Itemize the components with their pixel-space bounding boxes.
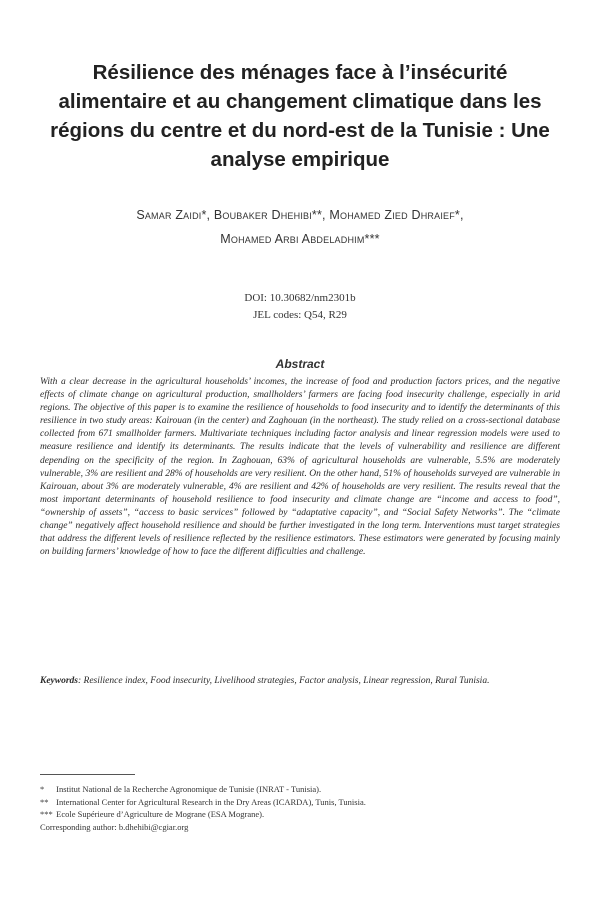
footnotes bbox=[40, 783, 560, 833]
keywords bbox=[40, 675, 560, 689]
footnote-divider bbox=[40, 774, 135, 775]
doi: DOI: 10.30682/nm2301b bbox=[244, 292, 356, 304]
author-list bbox=[40, 203, 560, 251]
keywords-text: : Resilience index, Food insecurity, Livelihood strategies, Factor analysis, Linear regression, Rural Tunisia. bbox=[78, 676, 490, 686]
footnote-mark: ** bbox=[40, 796, 49, 807]
author-line-2: Mohamed Arbi Abdeladhim*** bbox=[220, 232, 380, 246]
footnote-mark: *** bbox=[40, 809, 53, 819]
abstract-heading: Abstract bbox=[275, 357, 325, 371]
abstract-text: With a clear decrease in the agricultural households’ incomes, the increase of food and production factors prices, and the negative effects of climate change on agricultural production, smallholders’ farmers are facing food insecurity challenge, especially in arid regions. The objective of this paper is to examine the resilience of households to food insecurity and to identify the determinants of this resilience in two study areas: Kairouan (in the center) and Zaghouan (in the northeast). The study relied on a cross-sectional database collected from 671 smallholder farmers. Multivariate techniques including factor analysis and linear regression models were used to measure resilience and identify its determinants. The results indicate that the levels of vulnerability and resilience are different depending on the specificity of the region. In Zaghouan, 63% of agricultural households are vulnerable, 5.5% are moderately vulnerable, 3% are resilient and 28% of households are very resilient. On the other hand, 51% of households surveyed are vulnerable in Kairouan, about 3% are moderately vulnerable, 4% are resilient and 42% of households are very resilient. The results reveal that the most important determinants of household resilience to food insecurity and climate change are “income and access to food”, “ownership of assets”, “access to basic services” followed by “adaptative capacity”, and “Social Safety Networks”. The “climate change” negatively affect household resilience and should be further investigated in the long term. Interventions must target strategies that address the different levels of resilience reflected by the resilience estimators. These estimators were generated by focusing mainly on building farmers’ knowledge of how to face the different difficulties and challenge. bbox=[40, 377, 560, 558]
footnote-mark: * bbox=[40, 784, 45, 794]
footnote-text: International Center for Agricultural Research in the Dry Areas (ICARDA), Tunis, Tunisia. bbox=[56, 796, 366, 807]
author-line-1: Samar Zaidi*, Boubaker Dhehibi**, Mohamed Zied Dhraief*, bbox=[136, 208, 464, 222]
paper-metadata bbox=[150, 290, 450, 324]
footnote bbox=[40, 796, 560, 809]
keywords-label: Keywords bbox=[40, 676, 78, 686]
footnote-text: Ecole Supérieure d’Agriculture de Mograne (ESA Mograne). bbox=[56, 809, 265, 819]
paper-title: Résilience des ménages face à l’insécurité alimentaire et au changement climatique dans les régions du centre et du nord-est de la Tunisie : Une analyse empirique bbox=[50, 61, 550, 171]
jel-codes: JEL codes: Q54, R29 bbox=[253, 309, 347, 321]
footnote bbox=[40, 808, 560, 821]
corresponding-author: Corresponding author: b.dhehibi@cgiar.org bbox=[40, 821, 189, 832]
footnote-text: Institut National de la Recherche Agronomique de Tunisie (INRAT - Tunisia). bbox=[56, 784, 322, 794]
footnote bbox=[40, 783, 560, 796]
